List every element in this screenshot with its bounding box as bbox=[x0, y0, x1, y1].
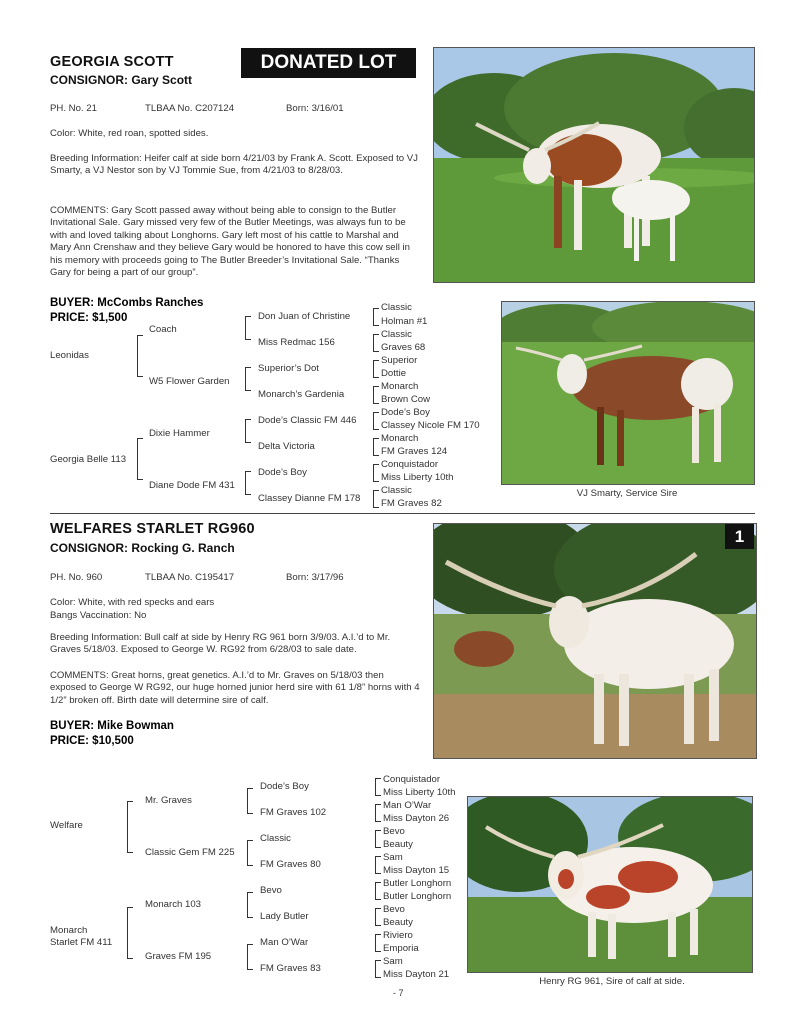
section-divider bbox=[50, 513, 755, 514]
page-number: - 7 bbox=[393, 988, 404, 998]
pedigree-g4: FM Graves 82 bbox=[381, 498, 442, 509]
pedigree-g4: Butler Longhorn bbox=[383, 878, 452, 889]
pedigree-g4: Dottie bbox=[381, 368, 407, 379]
vj-smarty-photo bbox=[501, 301, 755, 485]
pedigree-g4: Classic bbox=[381, 302, 412, 313]
pedigree-g4: Sam bbox=[383, 852, 403, 863]
lot2-bangs: Bangs Vaccination: No bbox=[50, 610, 147, 621]
pedigree-g4: Miss Dayton 26 bbox=[383, 813, 450, 824]
lot1-consignor: CONSIGNOR: Gary Scott bbox=[50, 73, 193, 87]
lot2-ph-number: PH. No. 960 bbox=[50, 572, 103, 583]
pedigree-g3: Don Juan of Christine bbox=[258, 311, 351, 322]
pedigree-g3: Bevo bbox=[260, 885, 282, 896]
lot1-color: Color: White, red roan, spotted sides. bbox=[50, 128, 209, 139]
pedigree-g3: Classic bbox=[260, 833, 291, 844]
pedigree-g4: Miss Dayton 15 bbox=[383, 865, 450, 876]
lot2-color: Color: White, with red specks and ears bbox=[50, 597, 215, 608]
pedigree-g4: Riviero bbox=[383, 930, 413, 941]
lot1-cow-calf-photo bbox=[433, 47, 755, 283]
pedigree-g3: Delta Victoria bbox=[258, 441, 315, 452]
lot1-tlbaa-number: TLBAA No. C207124 bbox=[145, 103, 235, 114]
lot2-price: PRICE: $10,500 bbox=[50, 735, 134, 747]
lot2-photo2-caption: Henry RG 961, Sire of calf at side. bbox=[539, 976, 685, 987]
pedigree-g4: Miss Dayton 21 bbox=[383, 969, 450, 980]
pedigree-g4: Miss Liberty 10th bbox=[383, 787, 456, 798]
pedigree-g2: Mr. Graves bbox=[145, 795, 192, 806]
pedigree-sire: Welfare bbox=[50, 820, 83, 831]
pedigree-g3: Miss Redmac 156 bbox=[258, 337, 335, 348]
pedigree-g3: Superior’s Dot bbox=[258, 363, 319, 374]
pedigree-g4: Graves 68 bbox=[381, 342, 426, 353]
lot2-buyer: BUYER: Mike Bowman bbox=[50, 720, 174, 732]
pedigree-g3: Monarch’s Gardenia bbox=[258, 389, 345, 400]
pedigree-g4: Conquistador bbox=[381, 459, 439, 470]
pedigree-g4: Bevo bbox=[383, 826, 405, 837]
lot1-consignor-name: Gary Scott bbox=[131, 73, 193, 87]
lot-number-badge: 1 bbox=[725, 524, 754, 549]
pedigree-g4: Miss Liberty 10th bbox=[381, 472, 454, 483]
lot1-ph-number: PH. No. 21 bbox=[50, 103, 97, 114]
pedigree-g2: Coach bbox=[149, 324, 177, 335]
pedigree-g4: FM Graves 124 bbox=[381, 446, 448, 457]
lot1-breeding-info: Breeding Information: Heifer calf at side born 4/21/03 by Frank A. Scott. Exposed to VJ Smarty, a VJ Nestor son by VJ Tommie Sue, from 4/21/03 to 8/28/03. bbox=[50, 153, 418, 177]
lot1-title: GEORGIA SCOTT bbox=[50, 54, 174, 70]
pedigree-g3: Man O’War bbox=[260, 937, 309, 948]
pedigree-g2: W5 Flower Garden bbox=[149, 376, 230, 387]
pedigree-dam: Georgia Belle 113 bbox=[50, 454, 127, 465]
lot2-consignor-name: Rocking G. Ranch bbox=[131, 541, 235, 555]
lot1-born-date: Born: 3/16/01 bbox=[286, 103, 344, 114]
pedigree-g2: Dixie Hammer bbox=[149, 428, 210, 439]
pedigree-g4: Beauty bbox=[383, 917, 413, 928]
pedigree-g3: Dode’s Boy bbox=[258, 467, 307, 478]
lot1-comments: COMMENTS: Gary Scott passed away without being able to consign to the Butler Invitational Sale. Gary missed very few of the Butler Meetings, was always fun to be with and loved talking about Longhorns. Gary left most of his cattle to Marshal and Mary Ann Crenshaw and they believe Gary would be honored to have this cow sell in his memory with proceeds going to The Butler Breeder’s Invitational Sale. “Thanks Gary for being a part of our group”. bbox=[50, 205, 410, 279]
lot2-breeding-info: Breeding Information: Bull calf at side by Henry RG 961 born 3/9/03. A.I.’d to Mr. Graves 5/18/03. Exposed to George W. RG92 from 6/28/03 to sale date. bbox=[50, 632, 391, 656]
pedigree-g4: Classic bbox=[381, 485, 412, 496]
pedigree-g4: Superior bbox=[381, 355, 418, 366]
pedigree-g4: Conquistador bbox=[383, 774, 441, 785]
pedigree-g2: Graves FM 195 bbox=[145, 951, 212, 962]
pedigree-g4: Classic bbox=[381, 329, 412, 340]
pedigree-dam: Monarch bbox=[50, 925, 88, 936]
lot1-price: PRICE: $1,500 bbox=[50, 312, 128, 324]
lot2-born-date: Born: 3/17/96 bbox=[286, 572, 344, 583]
pedigree-g2: Classic Gem FM 225 bbox=[145, 847, 235, 858]
pedigree-g2: Monarch 103 bbox=[145, 899, 201, 910]
pedigree-dam: Starlet FM 411 bbox=[50, 937, 113, 948]
pedigree-g4: Monarch bbox=[381, 433, 419, 444]
pedigree-g4: Butler Longhorn bbox=[383, 891, 452, 902]
pedigree-g4: Dode’s Boy bbox=[381, 407, 430, 418]
pedigree-g4: Emporia bbox=[383, 943, 419, 954]
lot2-comments: COMMENTS: Great horns, great genetics. A.I.’d to Mr. Graves on 5/18/03 then exposed to George W RG92, our huge horned junior herd sire with 61 1/8” horns with 4 1/2” broken off. Birth date will determine sire of calf. bbox=[50, 670, 420, 706]
lot2-consignor: CONSIGNOR: Rocking G. Ranch bbox=[50, 541, 235, 555]
pedigree-g3: Dode’s Boy bbox=[260, 781, 309, 792]
pedigree-sire: Leonidas bbox=[50, 350, 89, 361]
pedigree-g3: Dode’s Classic FM 446 bbox=[258, 415, 357, 426]
pedigree-g4: Bevo bbox=[383, 904, 405, 915]
donated-lot-badge: DONATED LOT bbox=[241, 48, 416, 78]
pedigree-g3: Classey Dianne FM 178 bbox=[258, 493, 361, 504]
pedigree-g4: Holman #1 bbox=[381, 316, 428, 327]
pedigree-g4: Beauty bbox=[383, 839, 413, 850]
pedigree-g4: Classey Nicole FM 170 bbox=[381, 420, 480, 431]
pedigree-g3: FM Graves 80 bbox=[260, 859, 321, 870]
lot1-photo2-caption: VJ Smarty, Service Sire bbox=[576, 488, 678, 499]
pedigree-g3: Lady Butler bbox=[260, 911, 309, 922]
pedigree-g4: Monarch bbox=[381, 381, 419, 392]
pedigree-g4: Sam bbox=[383, 956, 403, 967]
lot2-tlbaa-number: TLBAA No. C195417 bbox=[145, 572, 235, 583]
pedigree-g3: FM Graves 102 bbox=[260, 807, 327, 818]
pedigree-g4: Brown Cow bbox=[381, 394, 431, 405]
pedigree-g3: FM Graves 83 bbox=[260, 963, 321, 974]
lot2-cow-photo bbox=[433, 523, 757, 759]
henry-rg-961-photo bbox=[467, 796, 753, 973]
pedigree-g2: Diane Dode FM 431 bbox=[149, 480, 235, 491]
lot2-title: WELFARES STARLET RG960 bbox=[50, 521, 255, 537]
pedigree-g4: Man O’War bbox=[383, 800, 432, 811]
lot1-buyer: BUYER: McCombs Ranches bbox=[50, 297, 204, 309]
